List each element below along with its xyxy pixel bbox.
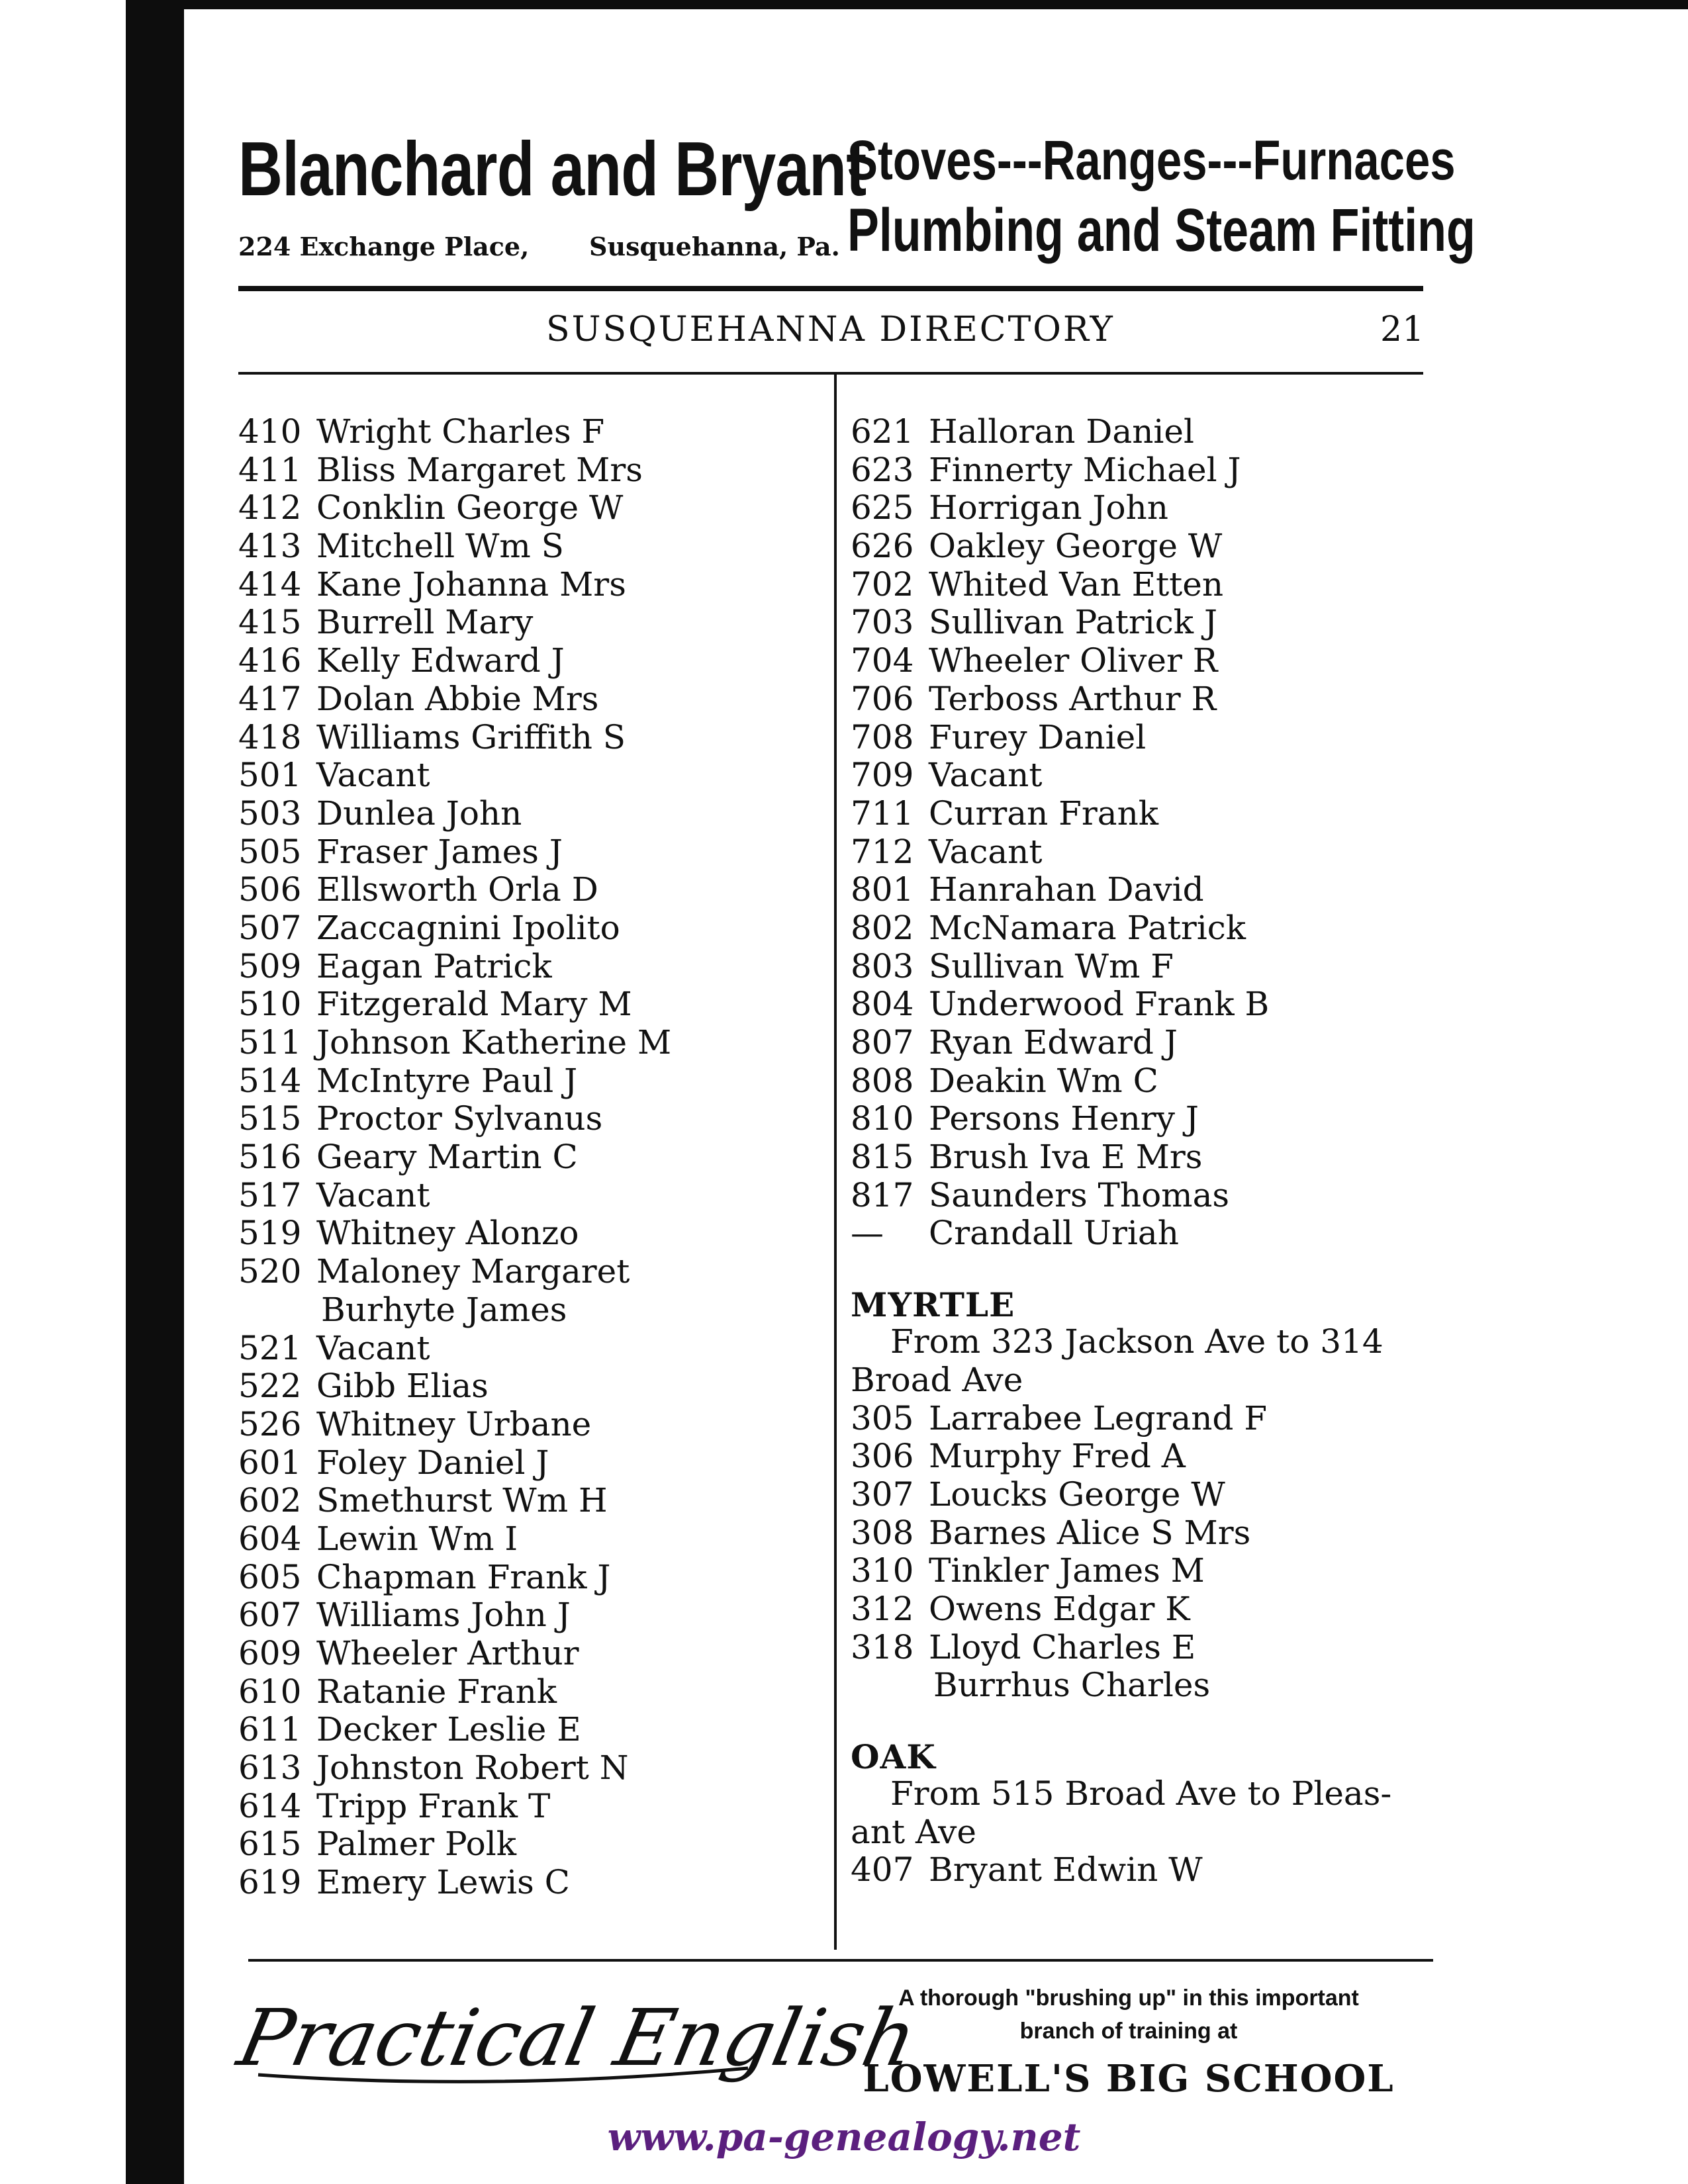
house-number: 418 xyxy=(238,717,302,756)
resident-name: Saunders Thomas xyxy=(929,1175,1230,1214)
house-number: 520 xyxy=(238,1252,302,1291)
directory-entry xyxy=(238,1177,821,1215)
directory-entry xyxy=(851,833,1433,872)
directory-entry xyxy=(851,1851,1433,1889)
script-logo-text: Practical English xyxy=(230,1993,925,2084)
directory-entry xyxy=(238,948,821,986)
house-number: 517 xyxy=(238,1175,302,1214)
house-number: — xyxy=(851,1214,884,1253)
resident-name: Sullivan Wm F xyxy=(929,946,1174,985)
house-number: 610 xyxy=(238,1672,302,1711)
directory-entry xyxy=(851,1177,1433,1215)
directory-entry xyxy=(238,1444,821,1482)
resident-name: Kelly Edward J xyxy=(316,641,565,680)
directory-entry xyxy=(851,1400,1433,1438)
ad-address: 224 Exchange Place, xyxy=(238,232,530,261)
resident-name: Vacant xyxy=(929,832,1043,871)
footer-ad-school-name: LOWELL'S BIG SCHOOL xyxy=(863,2057,1395,2101)
resident-name: Owens Edgar K xyxy=(929,1589,1190,1628)
house-number: 626 xyxy=(851,527,914,566)
resident-name: Smethurst Wm H xyxy=(316,1481,608,1520)
house-number: 711 xyxy=(851,794,914,833)
footer-rule xyxy=(248,1959,1433,1962)
house-number: 702 xyxy=(851,565,914,604)
directory-entry xyxy=(238,909,821,948)
resident-name: Gibb Elias xyxy=(316,1367,489,1406)
ad-services-line1: Stoves---Ranges---Furnaces xyxy=(847,129,1456,191)
house-number: 522 xyxy=(238,1367,302,1406)
directory-entry xyxy=(238,1367,821,1406)
directory-entry xyxy=(238,1559,821,1597)
page-top-edge xyxy=(184,0,1688,9)
house-number: 503 xyxy=(238,794,302,833)
house-number: 310 xyxy=(851,1551,914,1590)
house-number: 412 xyxy=(238,488,302,527)
directory-entry xyxy=(851,489,1433,527)
street-description: ant Ave xyxy=(851,1812,976,1851)
resident-name: Vacant xyxy=(316,1175,430,1214)
directory-entry xyxy=(238,1825,821,1864)
resident-name: Decker Leslie E xyxy=(316,1710,581,1749)
directory-entry xyxy=(238,1024,821,1062)
directory-entry xyxy=(851,413,1433,451)
house-number: 615 xyxy=(238,1825,302,1864)
footer-ad-line1: A thorough "brushing up" in this important xyxy=(898,1985,1359,2011)
directory-entry xyxy=(238,1062,821,1101)
house-number: 614 xyxy=(238,1786,302,1825)
page-binding-edge xyxy=(126,0,184,2184)
resident-name: Vacant xyxy=(929,756,1043,795)
resident-name: Lloyd Charles E xyxy=(929,1627,1196,1666)
resident-name: Foley Daniel J xyxy=(316,1443,549,1482)
resident-name: Loucks George W xyxy=(929,1475,1225,1514)
house-number: 501 xyxy=(238,756,302,795)
footer-ad-line2: branch of training at xyxy=(1019,2019,1238,2044)
resident-name: Brush Iva E Mrs xyxy=(929,1138,1203,1177)
house-number: 808 xyxy=(851,1061,914,1100)
resident-name: Whited Van Etten xyxy=(929,565,1224,604)
house-number: 804 xyxy=(851,985,914,1024)
resident-name: Chapman Frank J xyxy=(316,1557,611,1596)
house-number: 704 xyxy=(851,641,914,680)
directory-entry xyxy=(851,1629,1433,1667)
resident-name: Palmer Polk xyxy=(316,1825,517,1864)
resident-name: Dolan Abbie Mrs xyxy=(316,679,599,718)
directory-entry xyxy=(238,1864,821,1902)
resident-name: Whitney Urbane xyxy=(316,1404,592,1443)
directory-entry xyxy=(238,1749,821,1788)
resident-name: Larrabee Legrand F xyxy=(929,1398,1268,1437)
house-number: 519 xyxy=(238,1214,302,1253)
directory-entry xyxy=(851,1062,1433,1101)
resident-name: Wright Charles F xyxy=(316,412,605,451)
resident-name: Williams Griffith S xyxy=(316,717,626,756)
house-number: 709 xyxy=(851,756,914,795)
house-number: 601 xyxy=(238,1443,302,1482)
directory-entry xyxy=(238,1596,821,1635)
directory-entry xyxy=(238,566,821,604)
house-number: 609 xyxy=(238,1634,302,1672)
house-number: 318 xyxy=(851,1627,914,1666)
resident-name: McIntyre Paul J xyxy=(316,1061,578,1100)
house-number: 407 xyxy=(851,1850,914,1889)
house-number: 410 xyxy=(238,412,302,451)
house-number: 611 xyxy=(238,1710,302,1749)
directory-entry xyxy=(851,1100,1433,1138)
directory-entry xyxy=(238,833,821,872)
house-number: 509 xyxy=(238,946,302,985)
directory-entry xyxy=(238,1100,821,1138)
directory-entry xyxy=(851,1138,1433,1177)
directory-entry xyxy=(238,871,821,909)
resident-name: Burrhus Charles xyxy=(933,1666,1211,1705)
house-number: 413 xyxy=(238,527,302,566)
resident-name: Hanrahan David xyxy=(929,870,1204,909)
running-title: SUSQUEHANNA DIRECTORY xyxy=(546,310,1115,349)
directory-entry xyxy=(851,1590,1433,1629)
house-number: 706 xyxy=(851,679,914,718)
directory-entry xyxy=(851,566,1433,604)
house-number: 815 xyxy=(851,1138,914,1177)
resident-name: Whitney Alonzo xyxy=(316,1214,579,1253)
directory-entry xyxy=(238,1520,821,1559)
resident-name: Maloney Margaret xyxy=(316,1252,630,1291)
house-number: 621 xyxy=(851,412,914,451)
house-number: 312 xyxy=(851,1589,914,1628)
left-column xyxy=(238,413,821,1902)
resident-name: Deakin Wm C xyxy=(929,1061,1158,1100)
directory-entry xyxy=(851,1024,1433,1062)
directory-entry xyxy=(238,795,821,833)
house-number: 308 xyxy=(851,1513,914,1552)
directory-entry xyxy=(238,1138,821,1177)
house-number: 803 xyxy=(851,946,914,985)
directory-entry xyxy=(851,642,1433,680)
house-number: 417 xyxy=(238,679,302,718)
directory-entry xyxy=(238,1482,821,1520)
house-number: 807 xyxy=(851,1023,914,1062)
resident-name: Geary Martin C xyxy=(316,1138,578,1177)
directory-entry xyxy=(851,604,1433,642)
resident-name: Mitchell Wm S xyxy=(316,527,564,566)
house-number: 307 xyxy=(851,1475,914,1514)
house-number: 526 xyxy=(238,1404,302,1443)
directory-entry xyxy=(851,680,1433,719)
directory-entry xyxy=(238,1788,821,1826)
house-number: 511 xyxy=(238,1023,302,1062)
resident-name: Dunlea John xyxy=(316,794,522,833)
house-number: 802 xyxy=(851,908,914,947)
resident-name: Crandall Uriah xyxy=(929,1214,1179,1253)
house-number: 414 xyxy=(238,565,302,604)
street-description: From 323 Jackson Ave to 314 xyxy=(890,1322,1383,1361)
directory-entry xyxy=(851,719,1433,757)
directory-entry xyxy=(851,948,1433,986)
directory-entry xyxy=(238,604,821,642)
house-number: 810 xyxy=(851,1099,914,1138)
house-number: 607 xyxy=(238,1596,302,1635)
ad-business-name: Blanchard and Bryant xyxy=(238,126,867,212)
resident-name: Wheeler Arthur xyxy=(316,1634,579,1672)
house-number: 516 xyxy=(238,1138,302,1177)
resident-name: Emery Lewis C xyxy=(316,1863,570,1902)
directory-entry xyxy=(851,1437,1433,1476)
resident-name: Curran Frank xyxy=(929,794,1159,833)
header-rule xyxy=(238,286,1423,291)
house-number: 306 xyxy=(851,1437,914,1476)
directory-entry xyxy=(238,1214,821,1253)
street-entries xyxy=(851,1851,1433,1889)
directory-entry xyxy=(238,1330,821,1368)
house-number: 613 xyxy=(238,1749,302,1788)
street-description: From 515 Broad Ave to Pleas- xyxy=(890,1774,1392,1813)
website-watermark[interactable]: www.pa-genealogy.net xyxy=(607,2115,1081,2160)
ad-city: Susquehanna, Pa. xyxy=(589,232,840,261)
directory-entry xyxy=(851,451,1433,490)
resident-name: Horrigan John xyxy=(929,488,1168,527)
resident-name: Ratanie Frank xyxy=(316,1672,557,1711)
directory-entry xyxy=(851,1552,1433,1590)
house-number: 505 xyxy=(238,832,302,871)
directory-entry xyxy=(851,909,1433,948)
right-column-entries xyxy=(851,413,1433,1253)
title-rule xyxy=(238,372,1423,375)
house-number: 305 xyxy=(851,1398,914,1437)
directory-entry xyxy=(238,985,821,1024)
directory-entry xyxy=(851,985,1433,1024)
directory-entry xyxy=(238,642,821,680)
resident-name: Conklin George W xyxy=(316,488,624,527)
street-description: Broad Ave xyxy=(851,1360,1023,1399)
directory-entry xyxy=(238,1635,821,1673)
resident-name: Tripp Frank T xyxy=(316,1786,551,1825)
directory-entry xyxy=(851,871,1433,909)
house-number: 817 xyxy=(851,1175,914,1214)
resident-name: Burhyte James xyxy=(321,1290,567,1329)
directory-entry xyxy=(238,413,821,451)
directory-entry xyxy=(238,1253,821,1291)
directory-entry xyxy=(238,719,821,757)
resident-name: Proctor Sylvanus xyxy=(316,1099,603,1138)
house-number: 507 xyxy=(238,908,302,947)
directory-entry xyxy=(238,680,821,719)
resident-name: Oakley George W xyxy=(929,527,1223,566)
resident-name: Tinkler James M xyxy=(929,1551,1205,1590)
house-number: 514 xyxy=(238,1061,302,1100)
street-entries xyxy=(851,1400,1433,1706)
resident-name: Murphy Fred A xyxy=(929,1437,1186,1476)
resident-name: Underwood Frank B xyxy=(929,985,1270,1024)
resident-name: Johnson Katherine M xyxy=(316,1023,672,1062)
resident-name: McNamara Patrick xyxy=(929,908,1246,947)
resident-name: Persons Henry J xyxy=(929,1099,1199,1138)
directory-entry xyxy=(238,1406,821,1444)
directory-entry xyxy=(238,489,821,527)
resident-name: Ellsworth Orla D xyxy=(316,870,598,909)
house-number: 801 xyxy=(851,870,914,909)
directory-entry xyxy=(851,1214,1433,1253)
directory-entry xyxy=(238,1673,821,1711)
resident-name: Halloran Daniel xyxy=(929,412,1194,451)
house-number: 415 xyxy=(238,603,302,642)
house-number: 510 xyxy=(238,985,302,1024)
resident-name: Vacant xyxy=(316,1328,430,1367)
house-number: 416 xyxy=(238,641,302,680)
house-number: 708 xyxy=(851,717,914,756)
resident-name: Fitzgerald Mary M xyxy=(316,985,632,1024)
house-number: 602 xyxy=(238,1481,302,1520)
resident-name: Furey Daniel xyxy=(929,717,1147,756)
house-number: 521 xyxy=(238,1328,302,1367)
resident-name: Eagan Patrick xyxy=(316,946,552,985)
directory-entry xyxy=(851,527,1433,566)
script-logo xyxy=(230,1985,925,2091)
directory-entry xyxy=(238,1291,821,1330)
directory-entry xyxy=(851,1666,1433,1705)
house-number: 625 xyxy=(851,488,914,527)
page-number: 21 xyxy=(1380,310,1425,349)
resident-name: Ryan Edward J xyxy=(929,1023,1178,1062)
resident-name: Vacant xyxy=(316,756,430,795)
house-number: 515 xyxy=(238,1099,302,1138)
house-number: 506 xyxy=(238,870,302,909)
resident-name: Williams John J xyxy=(316,1596,571,1635)
directory-entry xyxy=(238,527,821,566)
column-divider xyxy=(834,375,837,1950)
directory-entry xyxy=(238,756,821,795)
resident-name: Finnerty Michael J xyxy=(929,450,1241,489)
resident-name: Johnston Robert N xyxy=(316,1749,629,1788)
resident-name: Fraser James J xyxy=(316,832,563,871)
directory-entry xyxy=(851,795,1433,833)
house-number: 712 xyxy=(851,832,914,871)
street-heading: OAK xyxy=(851,1737,936,1777)
directory-entry xyxy=(851,1476,1433,1514)
resident-name: Terboss Arthur R xyxy=(929,679,1217,718)
house-number: 604 xyxy=(238,1519,302,1558)
house-number: 605 xyxy=(238,1557,302,1596)
resident-name: Bliss Margaret Mrs xyxy=(316,450,643,489)
street-heading: MYRTLE xyxy=(851,1285,1015,1325)
right-column xyxy=(851,413,1433,1889)
resident-name: Burrell Mary xyxy=(316,603,534,642)
directory-entry xyxy=(851,756,1433,795)
resident-name: Lewin Wm I xyxy=(316,1519,518,1558)
house-number: 623 xyxy=(851,450,914,489)
street-section-oak xyxy=(851,1733,1433,1889)
resident-name: Barnes Alice S Mrs xyxy=(929,1513,1251,1552)
ad-services-line2: Plumbing and Steam Fitting xyxy=(847,197,1476,264)
directory-entry xyxy=(851,1514,1433,1553)
resident-name: Kane Johanna Mrs xyxy=(316,565,626,604)
directory-entry xyxy=(238,1711,821,1749)
house-number: 411 xyxy=(238,450,302,489)
resident-name: Wheeler Oliver R xyxy=(929,641,1218,680)
directory-entry xyxy=(238,451,821,490)
resident-name: Bryant Edwin W xyxy=(929,1850,1203,1889)
house-number: 703 xyxy=(851,603,914,642)
street-section-myrtle xyxy=(851,1281,1433,1705)
house-number: 619 xyxy=(238,1863,302,1902)
resident-name: Sullivan Patrick J xyxy=(929,603,1218,642)
resident-name: Zaccagnini Ipolito xyxy=(316,908,620,947)
